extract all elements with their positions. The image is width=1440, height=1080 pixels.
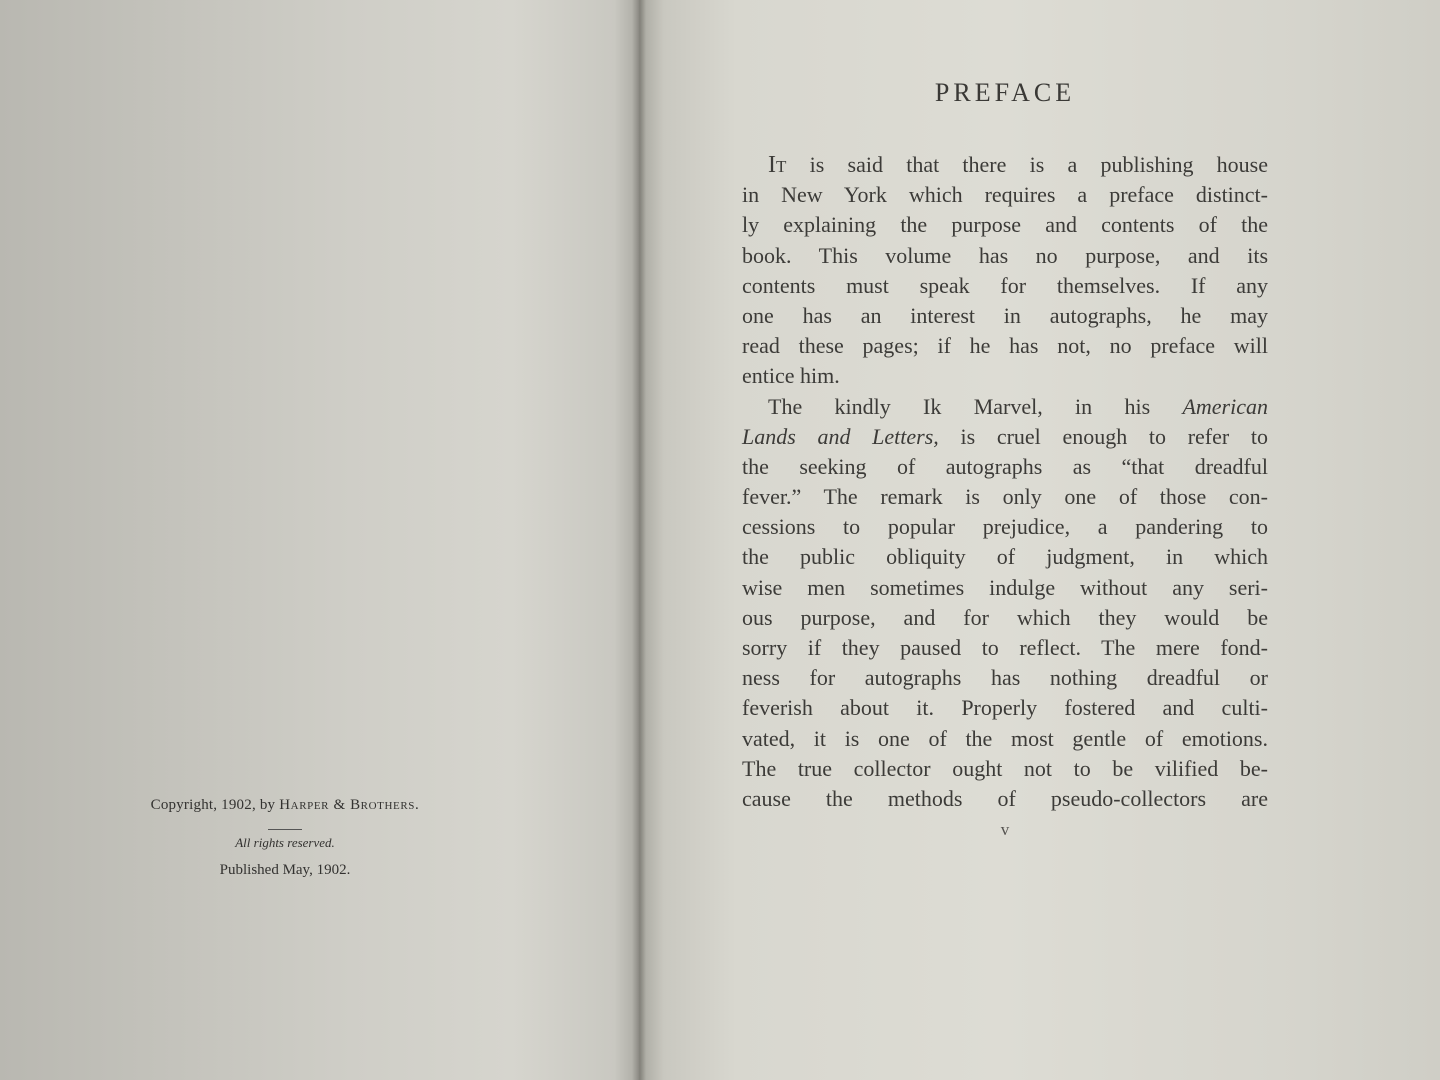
page-number: v <box>1000 820 1010 839</box>
rights-line: All rights reserved. <box>235 835 335 850</box>
text-line: wise men sometimes indulge without any seri- <box>742 574 1268 600</box>
left-page <box>0 0 640 1080</box>
imprint-rule <box>268 829 302 830</box>
text-line: the seeking of autographs as “that dreadful <box>742 453 1268 479</box>
text-line: sorry if they paused to reflect. The mere fond- <box>742 635 1268 660</box>
text-line: read these pages; if he has not, no preface will <box>742 333 1268 359</box>
text-line: entice him. <box>742 363 840 389</box>
text-line: The true collector ought not to be vilified be- <box>742 755 1268 781</box>
copyright-line <box>100 797 470 814</box>
book-gutter <box>632 0 646 1080</box>
line-text: The kindly Ik Marvel, in his <box>768 393 1183 419</box>
text-line: book. This volume has no purpose, and its <box>742 242 1268 268</box>
publisher-name: Harper & Brothers. <box>279 797 420 813</box>
text-line: cessions to popular prejudice, a pandering to <box>742 514 1268 540</box>
text-line: one has an interest in autographs, he may <box>742 302 1268 328</box>
preface-body <box>742 150 1268 814</box>
copyright-prefix: Copyright, 1902, by <box>150 797 280 813</box>
book-title-part1: American <box>1182 393 1268 419</box>
text-line: ness for autographs has nothing dreadful or <box>742 665 1268 691</box>
text-line: fever.” The remark is only one of those con- <box>742 484 1268 510</box>
text-line: contents must speak for themselves. If any <box>742 272 1268 298</box>
line-text: is said that there is a publishing house <box>809 152 1268 177</box>
text-line: ly explaining the purpose and contents of the <box>742 212 1268 238</box>
text-line: ous purpose, and for which they would be <box>742 604 1268 630</box>
book-title-part2: Lands and Letters, <box>742 423 939 449</box>
text-line <box>742 392 1268 422</box>
preface-heading: PREFACE <box>934 78 1076 107</box>
line-text: is cruel enough to refer to <box>960 423 1269 449</box>
text-line: cause the methods of pseudo-collectors are <box>742 785 1268 811</box>
text-line: in New York which requires a preface distinct- <box>742 182 1268 208</box>
text-line <box>742 150 1268 180</box>
text-line: vated, it is one of the most gentle of emotions. <box>742 725 1268 751</box>
drop-cap: It <box>768 152 787 178</box>
text-line <box>742 422 1268 452</box>
text-line: the public obliquity of judgment, in which <box>742 544 1268 570</box>
text-line: feverish about it. Properly fostered and culti- <box>742 695 1268 721</box>
published-line: Published May, 1902. <box>219 862 351 878</box>
